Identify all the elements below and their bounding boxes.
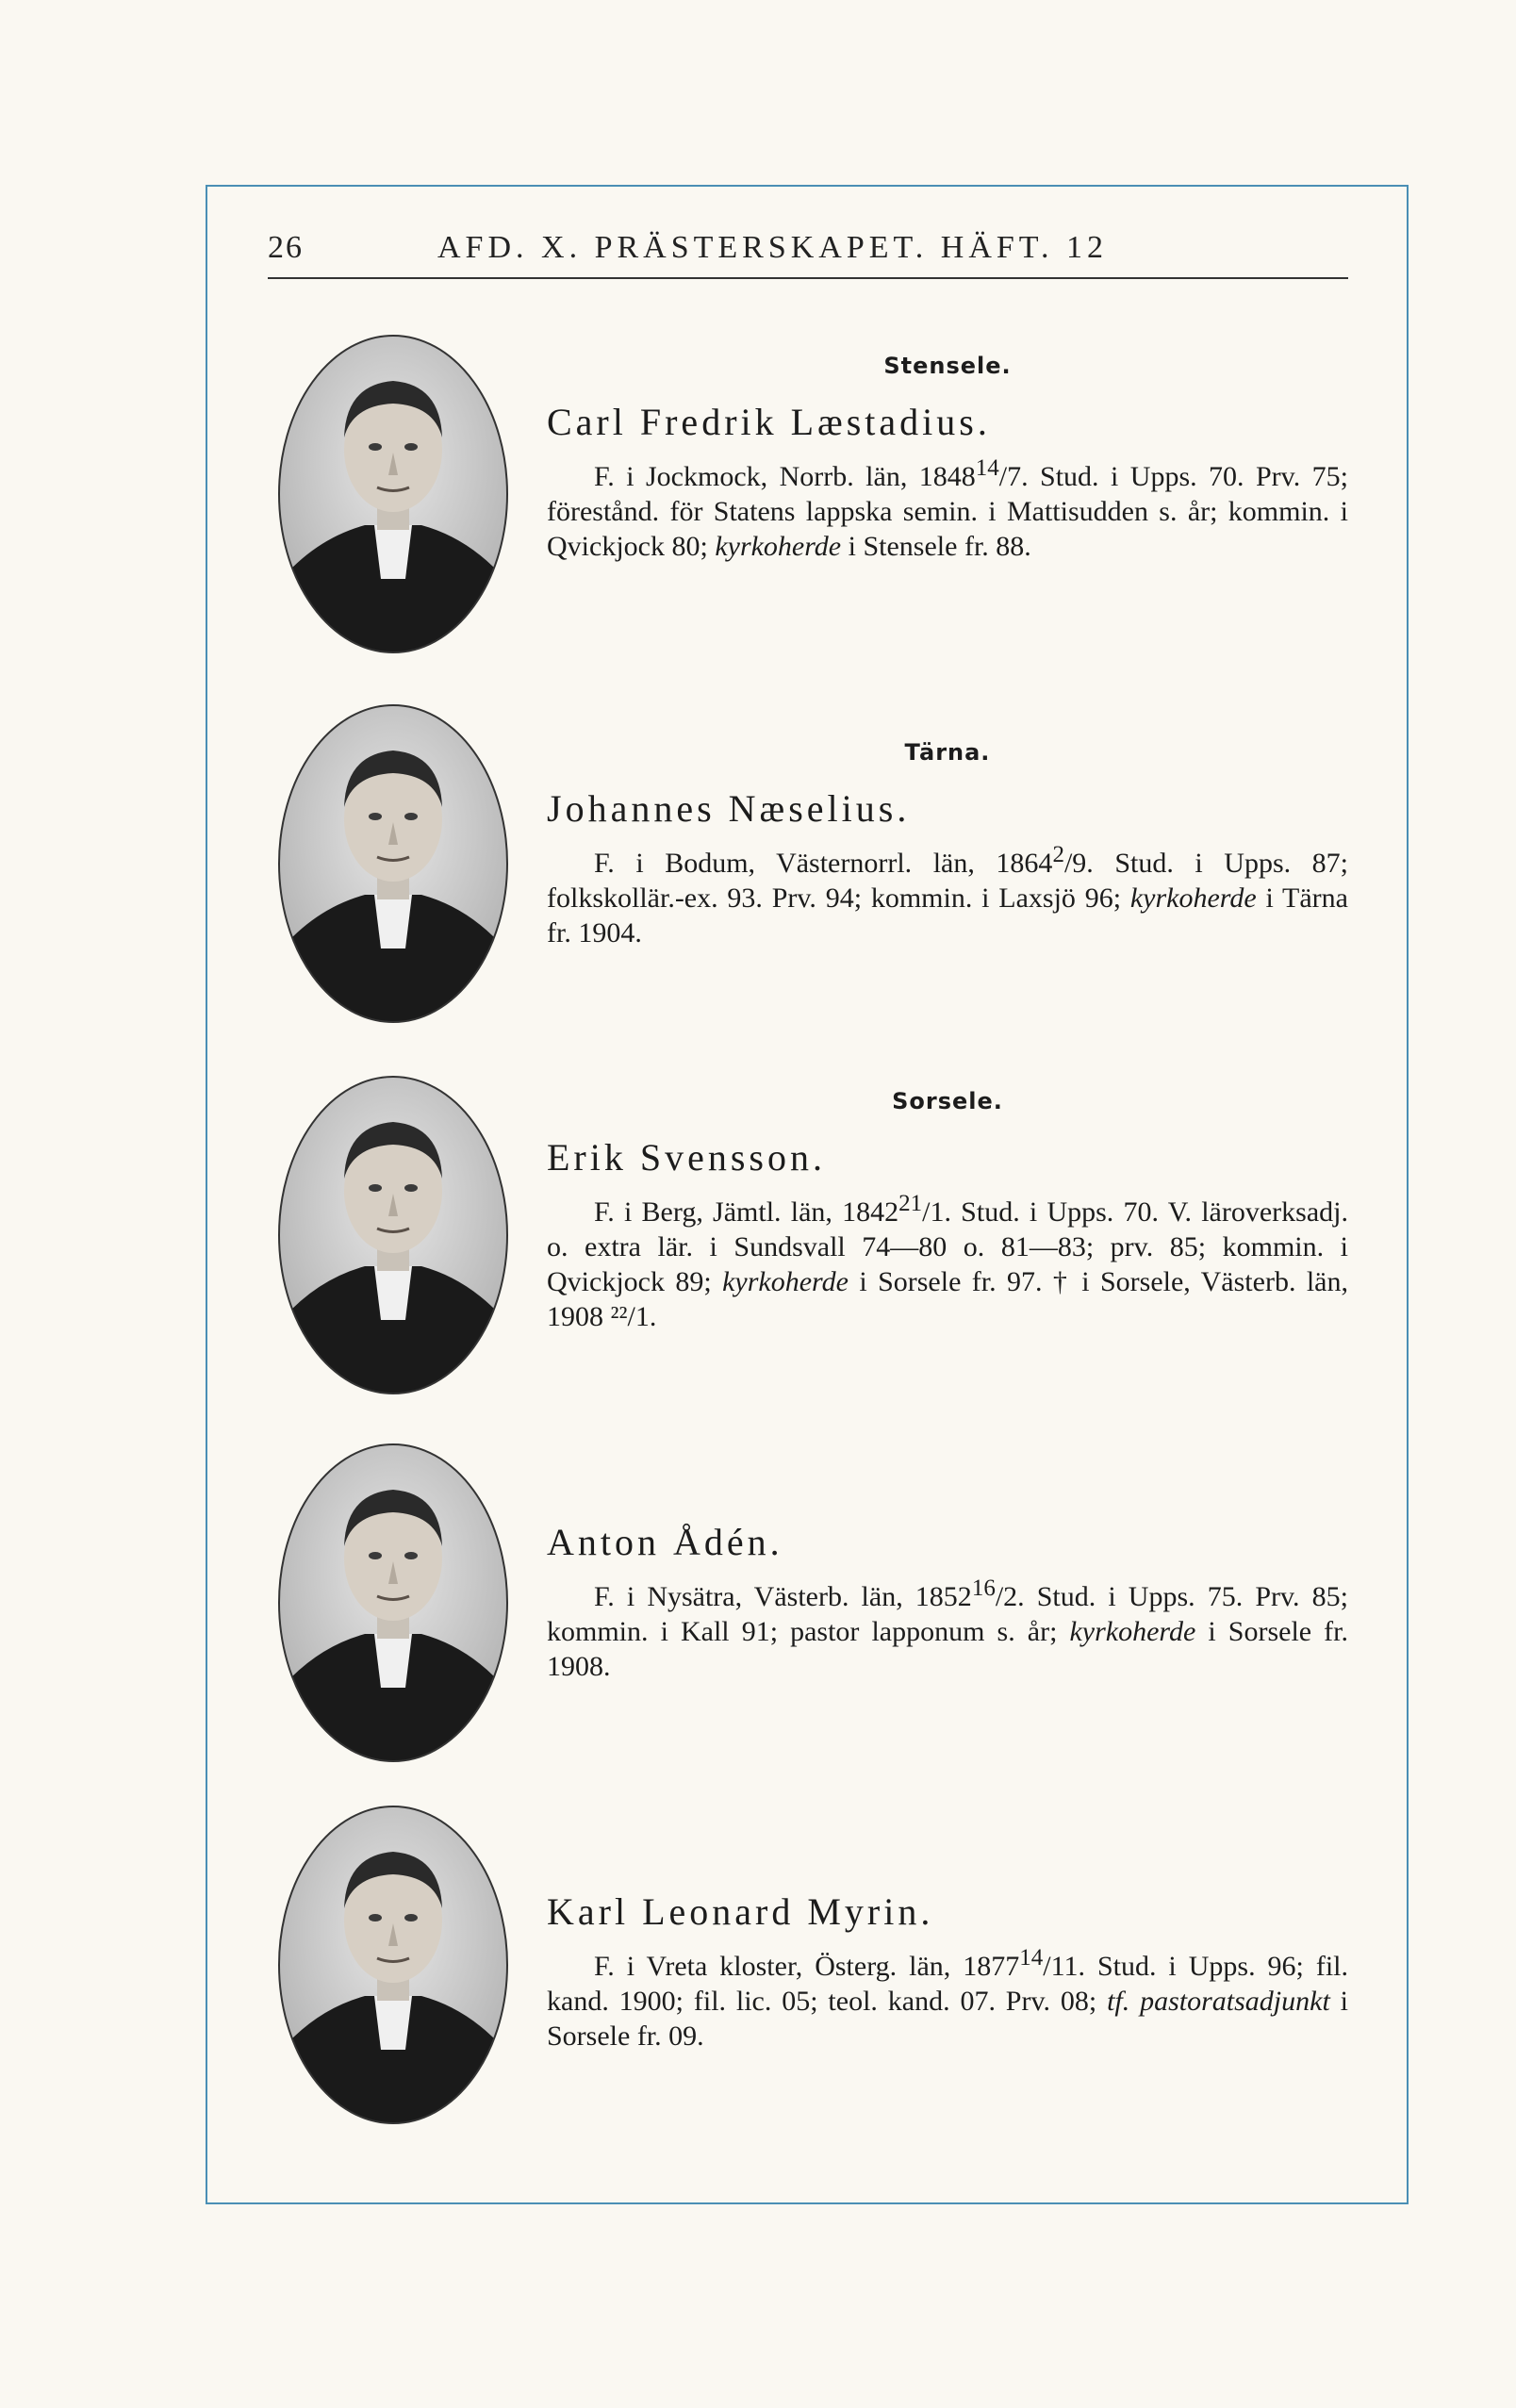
biography-text: F. i Nysätra, Västerb. län, 1852$^{16}$/2. Stud. i Upps. 75. Prv. 85; kommin. i Kall 91; pastor lapponum s. år; kyrkoherde i Sorsele fr. 1908. [547, 1575, 1348, 1682]
portrait-photo [275, 1073, 511, 1397]
portrait-photo [275, 1441, 511, 1765]
biography-text: F. i Berg, Jämtl. län, 1842$^{21}$/1. Stud. i Upps. 70. V. läroverksadj. o. extra lär. i Sundsvall 74—80 o. 81—83; prv. 85; kommin. i Qvickjock 89; kyrkoherde i Sorsele fr. 97. † i Sorsele, Västerb. län, 1908 ²²/1. [547, 1191, 1348, 1332]
person-name: Karl Leonard Myrin. [547, 1890, 934, 1933]
running-header [268, 224, 1348, 279]
biography-text: F. i Bodum, Västernorrl. län, 1864$^2$/9. Stud. i Upps. 87; folkskollär.-ex. 93. Prv. 94; kommin. i Laxsjö 96; kyrkoherde i Tärna fr. 1904. [547, 842, 1348, 948]
running-title: AFD. X. PRÄSTERSKAPET. HÄFT. 12 [437, 230, 1109, 265]
parish-heading: Tärna. [904, 739, 991, 766]
portrait-photo [275, 1803, 511, 2127]
biography-text: F. i Jockmock, Norrb. län, 1848$^{14}$/7. Stud. i Upps. 70. Prv. 75; förestånd. för Statens lappska semin. i Mattisudden s. år; kommin. i Qvickjock 80; kyrkoherde i Stensele fr. 88. [547, 455, 1348, 562]
biography-text: F. i Vreta kloster, Österg. län, 1877$^{14}$/11. Stud. i Upps. 96; fil. kand. 1900; fil. lic. 05; teol. kand. 07. Prv. 08; tf. pastoratsadjunkt i Sorsele fr. 09. [547, 1945, 1348, 2052]
parish-heading: Sorsele. [892, 1088, 1003, 1114]
portrait-photo [275, 701, 511, 1026]
page-number: 26 [268, 230, 304, 265]
person-name: Erik Svensson. [547, 1136, 826, 1179]
portrait-photo [275, 332, 511, 656]
person-name: Anton Ådén. [547, 1521, 783, 1563]
person-name: Carl Fredrik Læstadius. [547, 401, 991, 443]
person-name: Johannes Næselius. [547, 787, 911, 830]
parish-heading: Stensele. [883, 353, 1012, 379]
